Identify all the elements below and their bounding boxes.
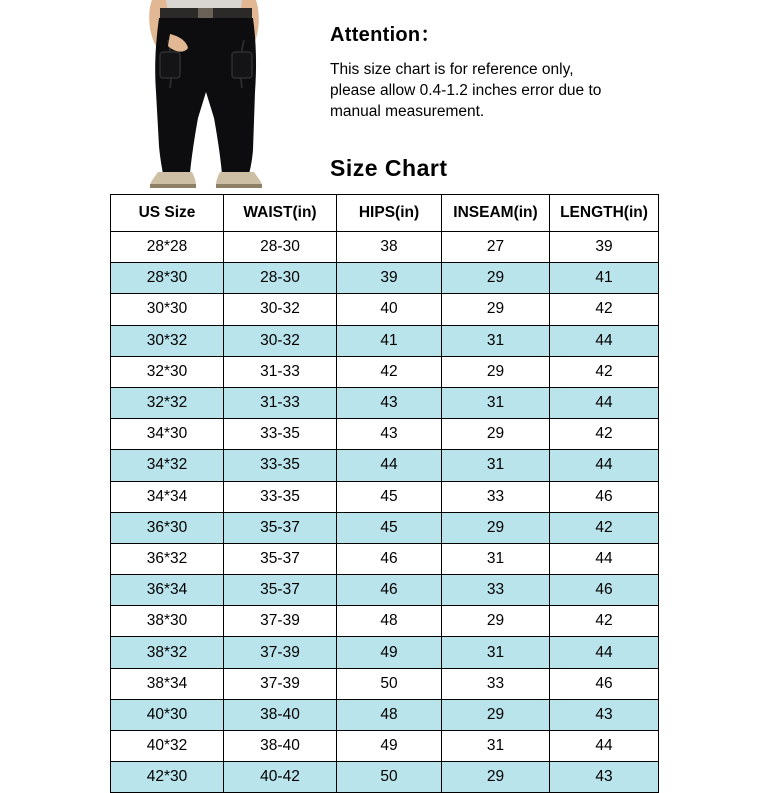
table-cell: 31 bbox=[442, 325, 550, 356]
table-cell: 38 bbox=[337, 232, 442, 263]
table-cell: 39 bbox=[337, 263, 442, 294]
table-row bbox=[111, 699, 659, 730]
table-cell: 30*30 bbox=[111, 294, 224, 325]
table-cell: 46 bbox=[337, 575, 442, 606]
table-cell: 29 bbox=[442, 699, 550, 730]
table-cell: 32*30 bbox=[111, 356, 224, 387]
table-cell: 38*32 bbox=[111, 637, 224, 668]
table-cell: 38-40 bbox=[224, 731, 337, 762]
product-photo bbox=[110, 0, 295, 190]
table-cell: 38-40 bbox=[224, 699, 337, 730]
size-chart-table-wrapper bbox=[110, 194, 658, 793]
table-cell: 35-37 bbox=[224, 575, 337, 606]
table-cell: 42 bbox=[550, 419, 659, 450]
table-cell: 50 bbox=[337, 762, 442, 793]
table-cell: 29 bbox=[442, 762, 550, 793]
table-cell: 31 bbox=[442, 731, 550, 762]
table-cell: 40*32 bbox=[111, 731, 224, 762]
table-body bbox=[111, 232, 659, 793]
table-cell: 45 bbox=[337, 512, 442, 543]
attention-heading: Attention： bbox=[330, 24, 441, 46]
column-header-us-size: US Size bbox=[111, 195, 224, 232]
size-chart-heading: Size Chart bbox=[330, 155, 448, 181]
table-cell: 43 bbox=[550, 762, 659, 793]
size-chart-table bbox=[110, 194, 659, 793]
table-cell: 31-33 bbox=[224, 356, 337, 387]
table-cell: 42 bbox=[550, 512, 659, 543]
table-cell: 42 bbox=[550, 606, 659, 637]
table-cell: 46 bbox=[550, 575, 659, 606]
table-cell: 33-35 bbox=[224, 481, 337, 512]
table-cell: 29 bbox=[442, 419, 550, 450]
table-cell: 36*34 bbox=[111, 575, 224, 606]
table-cell: 34*34 bbox=[111, 481, 224, 512]
table-row bbox=[111, 232, 659, 263]
table-cell: 41 bbox=[337, 325, 442, 356]
table-row bbox=[111, 637, 659, 668]
table-row bbox=[111, 419, 659, 450]
table-cell: 42 bbox=[550, 356, 659, 387]
table-cell: 33 bbox=[442, 481, 550, 512]
table-row bbox=[111, 325, 659, 356]
table-cell: 45 bbox=[337, 481, 442, 512]
model-illustration bbox=[149, 0, 262, 188]
table-cell: 44 bbox=[550, 637, 659, 668]
table-row bbox=[111, 606, 659, 637]
table-cell: 32*32 bbox=[111, 387, 224, 418]
table-cell: 37-39 bbox=[224, 637, 337, 668]
table-cell: 48 bbox=[337, 699, 442, 730]
table-cell: 42*30 bbox=[111, 762, 224, 793]
column-header-hips: HIPS(in) bbox=[337, 195, 442, 232]
table-row bbox=[111, 762, 659, 793]
table-row bbox=[111, 294, 659, 325]
table-row bbox=[111, 668, 659, 699]
table-row bbox=[111, 387, 659, 418]
table-cell: 30-32 bbox=[224, 325, 337, 356]
table-cell: 44 bbox=[550, 325, 659, 356]
table-cell: 43 bbox=[337, 419, 442, 450]
table-cell: 31 bbox=[442, 450, 550, 481]
table-cell: 38*30 bbox=[111, 606, 224, 637]
table-row bbox=[111, 481, 659, 512]
table-cell: 34*32 bbox=[111, 450, 224, 481]
table-cell: 49 bbox=[337, 731, 442, 762]
notice-line-1: This size chart is for reference only, bbox=[330, 61, 574, 78]
table-cell: 33 bbox=[442, 575, 550, 606]
table-cell: 29 bbox=[442, 606, 550, 637]
table-cell: 38*34 bbox=[111, 668, 224, 699]
column-header-waist: WAIST(in) bbox=[224, 195, 337, 232]
table-cell: 43 bbox=[550, 699, 659, 730]
table-cell: 29 bbox=[442, 512, 550, 543]
table-cell: 50 bbox=[337, 668, 442, 699]
table-cell: 33 bbox=[442, 668, 550, 699]
table-cell: 44 bbox=[337, 450, 442, 481]
table-cell: 31 bbox=[442, 543, 550, 574]
column-header-inseam: INSEAM(in) bbox=[442, 195, 550, 232]
table-row bbox=[111, 450, 659, 481]
table-cell: 39 bbox=[550, 232, 659, 263]
table-cell: 36*32 bbox=[111, 543, 224, 574]
table-cell: 42 bbox=[550, 294, 659, 325]
table-cell: 29 bbox=[442, 263, 550, 294]
table-cell: 44 bbox=[550, 450, 659, 481]
notice-line-3: manual measurement. bbox=[330, 103, 485, 120]
table-cell: 31 bbox=[442, 637, 550, 668]
table-cell: 46 bbox=[337, 543, 442, 574]
table-cell: 28*28 bbox=[111, 232, 224, 263]
table-cell: 46 bbox=[550, 668, 659, 699]
table-row bbox=[111, 356, 659, 387]
table-cell: 30-32 bbox=[224, 294, 337, 325]
table-cell: 43 bbox=[337, 387, 442, 418]
table-cell: 44 bbox=[550, 387, 659, 418]
attention-notice bbox=[330, 18, 750, 122]
table-header-row bbox=[111, 195, 659, 232]
table-cell: 37-39 bbox=[224, 606, 337, 637]
table-cell: 28*30 bbox=[111, 263, 224, 294]
table-cell: 42 bbox=[337, 356, 442, 387]
table-cell: 31 bbox=[442, 387, 550, 418]
table-cell: 33-35 bbox=[224, 419, 337, 450]
notice-line-2: please allow 0.4-1.2 inches error due to bbox=[330, 82, 602, 99]
table-cell: 28-30 bbox=[224, 263, 337, 294]
table-cell: 40 bbox=[337, 294, 442, 325]
table-row bbox=[111, 575, 659, 606]
table-cell: 40-42 bbox=[224, 762, 337, 793]
table-cell: 35-37 bbox=[224, 543, 337, 574]
table-cell: 41 bbox=[550, 263, 659, 294]
table-cell: 36*30 bbox=[111, 512, 224, 543]
column-header-length: LENGTH(in) bbox=[550, 195, 659, 232]
table-row bbox=[111, 263, 659, 294]
table-cell: 30*32 bbox=[111, 325, 224, 356]
table-row bbox=[111, 731, 659, 762]
header-area bbox=[0, 0, 768, 190]
table-cell: 28-30 bbox=[224, 232, 337, 263]
table-cell: 49 bbox=[337, 637, 442, 668]
table-cell: 29 bbox=[442, 356, 550, 387]
table-cell: 44 bbox=[550, 731, 659, 762]
table-cell: 40*30 bbox=[111, 699, 224, 730]
table-cell: 33-35 bbox=[224, 450, 337, 481]
table-cell: 29 bbox=[442, 294, 550, 325]
table-row bbox=[111, 543, 659, 574]
table-cell: 44 bbox=[550, 543, 659, 574]
table-cell: 37-39 bbox=[224, 668, 337, 699]
table-cell: 34*30 bbox=[111, 419, 224, 450]
table-cell: 27 bbox=[442, 232, 550, 263]
table-row bbox=[111, 512, 659, 543]
table-cell: 48 bbox=[337, 606, 442, 637]
table-cell: 46 bbox=[550, 481, 659, 512]
table-cell: 35-37 bbox=[224, 512, 337, 543]
table-cell: 31-33 bbox=[224, 387, 337, 418]
